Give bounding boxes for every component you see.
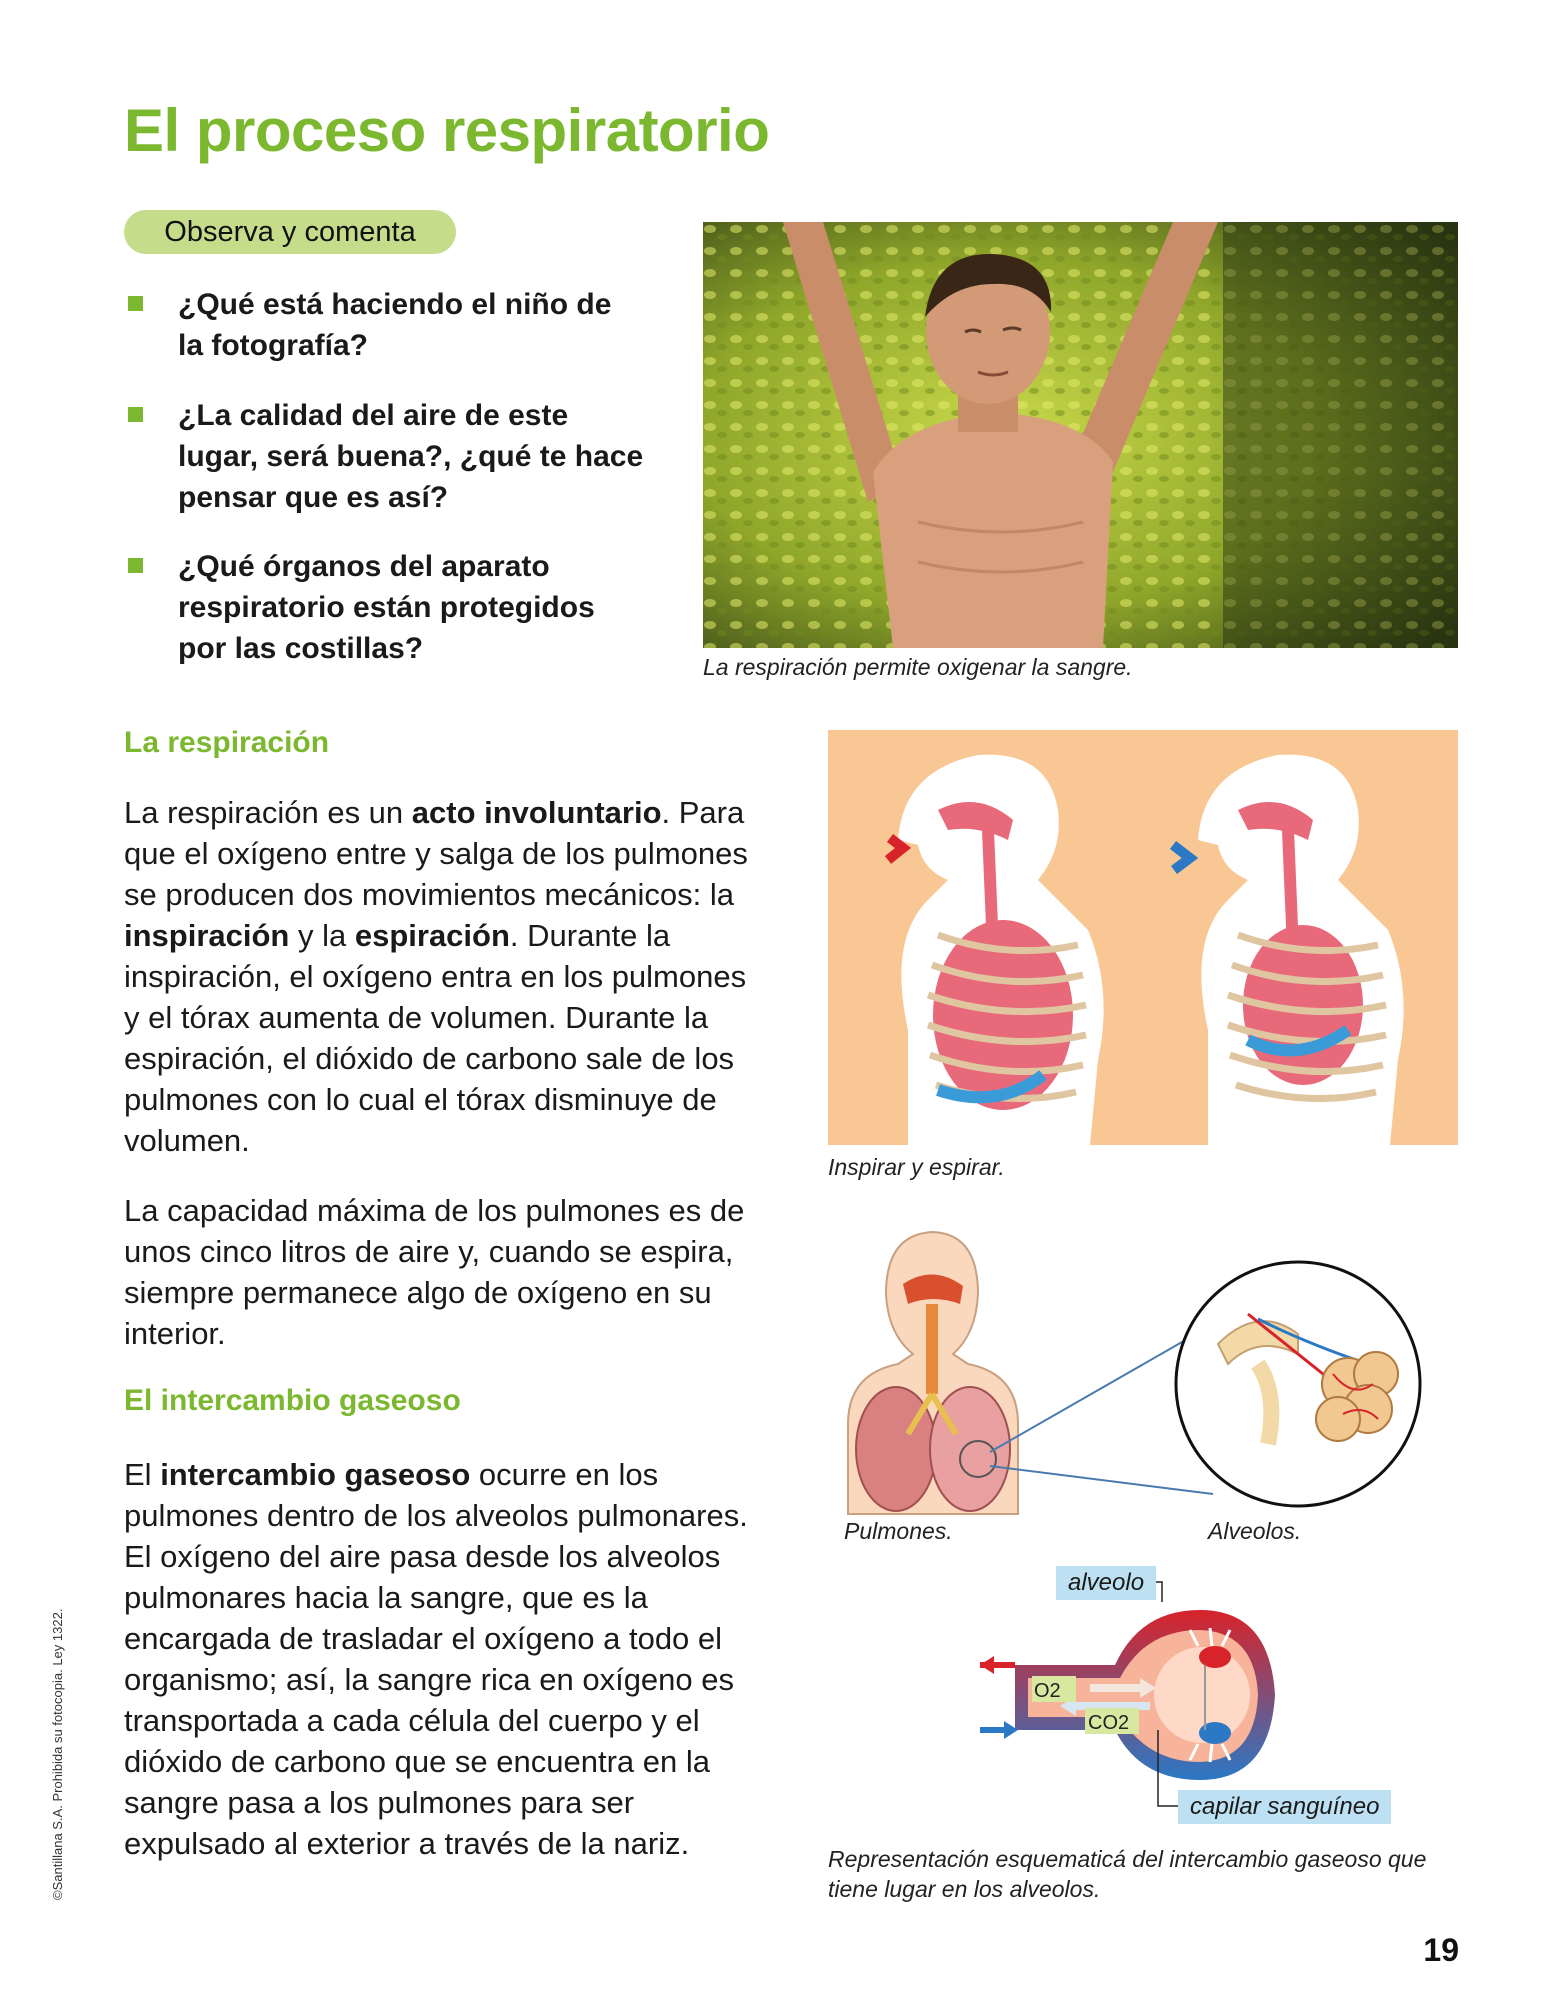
breath-caption: Inspirar y espirar. [828,1154,1005,1180]
question-text: ¿Qué órganos del aparato respiratorio están protegidos por las costillas? [178,550,595,665]
o2-label: O2 [1034,1680,1061,1702]
inhale-figure [888,755,1104,1145]
observe-label: Observa y comenta [124,210,456,254]
inhale-exhale-diagram [828,730,1458,1145]
section-heading-respiracion: La respiración [124,726,330,759]
bullet-square-icon [128,407,143,422]
breathing-figures [828,730,1458,1145]
copyright-notice: ©Santillana S.A. Prohibida su fotocopia. Ley 1322. [50,1608,65,1900]
photo-illustration [703,222,1458,648]
respiration-paragraph: La respiración es un acto involuntario. Para que el oxígeno entre y salga de los pulmones se producen dos movimientos mecánicos: la inspiración y la espiración. Durante la inspiración, el oxígeno entra en los pulmones y el tórax aumenta de volumen. Durante la espiración, el dióxido de carbono sale de los pulmones con lo cual el tórax disminuye de volumen. [124,795,748,1158]
lungs-caption: Pulmones. [844,1518,953,1544]
alveolo-tag: alveolo [1056,1566,1156,1600]
bullet-square-icon [128,558,143,573]
question-item [124,395,644,518]
section-heading-intercambio: El intercambio gaseoso [124,1384,461,1417]
page-title: El proceso respiratorio [124,97,770,164]
exhale-figure [1173,755,1404,1145]
page-number: 19 [1423,1932,1459,1968]
co2-label: CO2 [1088,1712,1130,1734]
lung-capacity-paragraph: La capacidad máxima de los pulmones es de unos cinco litros de aire y, cuando se espira, siempre permanece algo de oxígeno en su interior. [124,1193,745,1351]
question-text: ¿La calidad del aire de este lugar, será buena?, ¿qué te hace pensar que es así? [178,399,644,514]
question-item [124,284,644,366]
capillary-tag: capilar sanguíneo [1178,1790,1391,1824]
lungs-alveoli-illustration [828,1224,1458,1524]
breathing-boy-photo [703,222,1458,648]
exchange-caption: Representación esquematicá del intercambio gaseoso que tiene lugar en los alveolos. [828,1846,1427,1902]
gas-exchange-paragraph: El intercambio gaseoso ocurre en los pulmones dentro de los alveolos pulmonares. El oxígeno del aire pasa desde los alveolos pulmonares hacia la sangre, que es la encargada de trasladar el oxígeno a todo el organismo; así, la sangre rica en oxígeno es transportada a cada célula del cuerpo y el dióxido de carbono que se encuentra en la sangre pasa a los pulmones para ser expulsado al exterior a través de la nariz. [124,1457,748,1861]
bullet-square-icon [128,296,143,311]
question-text: ¿Qué está haciendo el niño de la fotografía? [178,288,612,362]
alveoli-caption: Alveolos. [1208,1518,1302,1544]
photo-caption: La respiración permite oxigenar la sangre. [703,654,1133,680]
question-item [124,546,644,669]
